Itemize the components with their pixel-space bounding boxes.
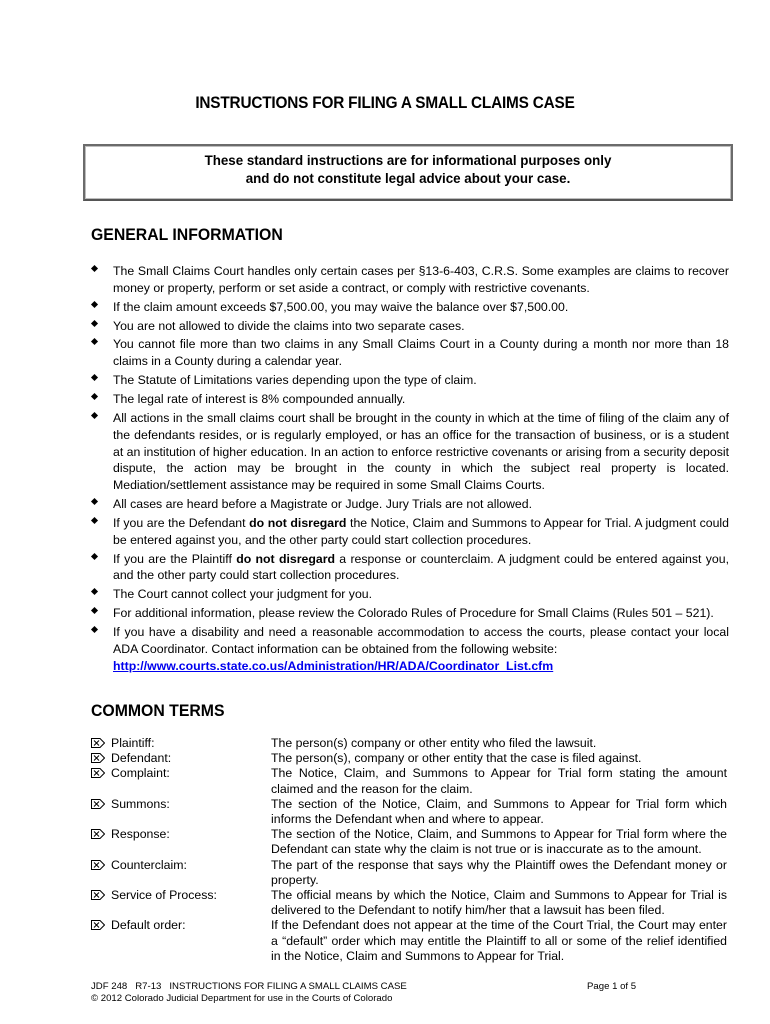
diamond-bullet-icon <box>91 413 99 421</box>
disclaimer-line-1: These standard instructions are for informational purposes only <box>204 153 612 169</box>
term-row <box>91 797 727 827</box>
diamond-bullet-icon <box>91 266 99 274</box>
term-label: Summons: <box>111 796 170 811</box>
boxed-x-arrow-icon <box>91 829 105 839</box>
diamond-bullet-icon <box>91 302 99 310</box>
term-definition: The person(s), company or other entity that the case is filed against. <box>271 751 642 766</box>
emphasis-text: do not disregard <box>249 515 347 530</box>
term-definition: The Notice, Claim, and Summons to Appear for Trial form stating the amount claimed and the reason for the claim. <box>271 766 727 796</box>
boxed-x-arrow-icon <box>91 753 105 763</box>
boxed-x-arrow-icon <box>91 920 105 930</box>
common-terms-heading: COMMON TERMS <box>91 701 225 720</box>
list-item: You are not allowed to divide the claims into two separate cases. <box>91 318 729 335</box>
boxed-x-arrow-icon <box>91 890 105 900</box>
term-definition: If the Defendant does not appear at the time of the Court Trial, the Court may enter a “default” order which may entitle the Plaintiff to all or some of the relief identified in the Notice, Claim and Summons to Appear for Trial. <box>271 918 727 963</box>
list-item: The legal rate of interest is 8% compounded annually. <box>91 391 729 408</box>
diamond-bullet-icon <box>91 499 99 507</box>
list-item: All cases are heard before a Magistrate or Judge. Jury Trials are not allowed. <box>91 496 729 513</box>
list-item: If you have a disability and need a reasonable accommodation to access the courts, please contact your local ADA Coordinator. Contact information can be obtained from the following website: http://www.courts.state.co.us/Administration/HR/ADA/Coordinator_List.cfm <box>91 624 729 674</box>
term-row <box>91 858 727 888</box>
list-item: For additional information, please review the Colorado Rules of Procedure for Small Claims (Rules 501 – 521). <box>91 605 729 622</box>
list-item: The Court cannot collect your judgment for you. <box>91 586 729 603</box>
emphasis-text: do not disregard <box>236 551 335 566</box>
term-definition: The official means by which the Notice, Claim and Summons to Appear for Trial is delivered to the Defendant to notify him/her that a lawsuit has been filed. <box>271 888 727 918</box>
diamond-bullet-icon <box>91 394 99 402</box>
list-item: You cannot file more than two claims in any Small Claims Court in a County during a month nor more than 18 claims in a County during a calendar year. <box>91 336 729 370</box>
list-item: The Statute of Limitations varies depending upon the type of claim. <box>91 372 729 389</box>
term-row <box>91 766 727 796</box>
diamond-bullet-icon <box>91 589 99 597</box>
diamond-bullet-icon <box>91 518 99 526</box>
term-label: Response: <box>111 827 170 842</box>
term-label: Complaint: <box>111 766 170 781</box>
common-terms-list <box>91 736 727 964</box>
list-item: If you are the Defendant do not disregard the Notice, Claim and Summons to Appear for Trial. A judgment could be entered against you, and the other party could start collection procedures. <box>91 515 729 549</box>
disclaimer-box <box>83 144 733 201</box>
page-title: INSTRUCTIONS FOR FILING A SMALL CLAIMS CASE <box>195 94 575 112</box>
boxed-x-arrow-icon <box>91 860 105 870</box>
boxed-x-arrow-icon <box>91 799 105 809</box>
diamond-bullet-icon <box>91 321 99 329</box>
term-row <box>91 888 727 918</box>
diamond-bullet-icon <box>91 554 99 562</box>
list-item: If you are the Plaintiff do not disregard a response or counterclaim. A judgment could be entered against you, and the other party could start collection procedures. <box>91 551 729 585</box>
term-label: Default order: <box>111 918 186 933</box>
diamond-bullet-icon <box>91 627 99 635</box>
page-number: Page 1 of 5 <box>587 981 637 992</box>
term-row <box>91 751 727 766</box>
term-definition: The part of the response that says why the Plaintiff owes the Defendant money or property. <box>271 857 727 887</box>
form-identifier: JDF 248 R7-13 INSTRUCTIONS FOR FILING A SMALL CLAIMS CASE <box>91 981 407 992</box>
term-definition: The person(s) company or other entity who filed the lawsuit. <box>271 736 597 750</box>
term-label: Defendant: <box>111 751 172 766</box>
term-definition: The section of the Notice, Claim, and Summons to Appear for Trial form where the Defendant can state why the claim is not true or is inaccurate as to the amount. <box>271 827 727 857</box>
diamond-bullet-icon <box>91 608 99 616</box>
term-row <box>91 918 727 964</box>
page-footer <box>91 981 611 1006</box>
general-information-list <box>91 263 729 677</box>
disclaimer-line-2: and do not constitute legal advice about your case. <box>245 171 571 187</box>
term-label: Plaintiff: <box>111 736 155 750</box>
diamond-bullet-icon <box>91 339 99 347</box>
diamond-bullet-icon <box>91 375 99 383</box>
term-row <box>91 827 727 857</box>
term-label: Service of Process: <box>111 888 217 903</box>
ada-coordinator-link[interactable]: http://www.courts.state.co.us/Administration/HR/ADA/Coordinator_List.cfm <box>113 658 554 673</box>
list-item: If the claim amount exceeds $7,500.00, you may waive the balance over $7,500.00. <box>91 299 729 316</box>
list-item: The Small Claims Court handles only certain cases per §13-6-403, C.R.S. Some examples are claims to recover money or property, perform or set aside a contract, or comply with restrictive covenants. <box>91 263 729 297</box>
general-information-heading: GENERAL INFORMATION <box>91 225 283 244</box>
term-label: Counterclaim: <box>111 857 187 872</box>
boxed-x-arrow-icon <box>91 768 105 778</box>
term-definition: The section of the Notice, Claim, and Summons to Appear for Trial form which informs the Defendant when and where to appear. <box>271 796 727 827</box>
boxed-x-arrow-icon <box>91 738 105 748</box>
term-row <box>91 736 727 751</box>
copyright-notice: © 2012 Colorado Judicial Department for use in the Courts of Colorado <box>91 993 393 1005</box>
list-item: All actions in the small claims court shall be brought in the county in which at the time of filing of the claim any of the defendants resides, or is regularly employed, or has an office for the transaction of business, or is a student at an institution of higher education. In an action to enforce restrictive covenants or arising from a security deposit dispute, the action may be brought in the county in which the subject real property is located. Mediation/settlement assistance may be required in some Small Claims Courts. <box>91 410 729 494</box>
